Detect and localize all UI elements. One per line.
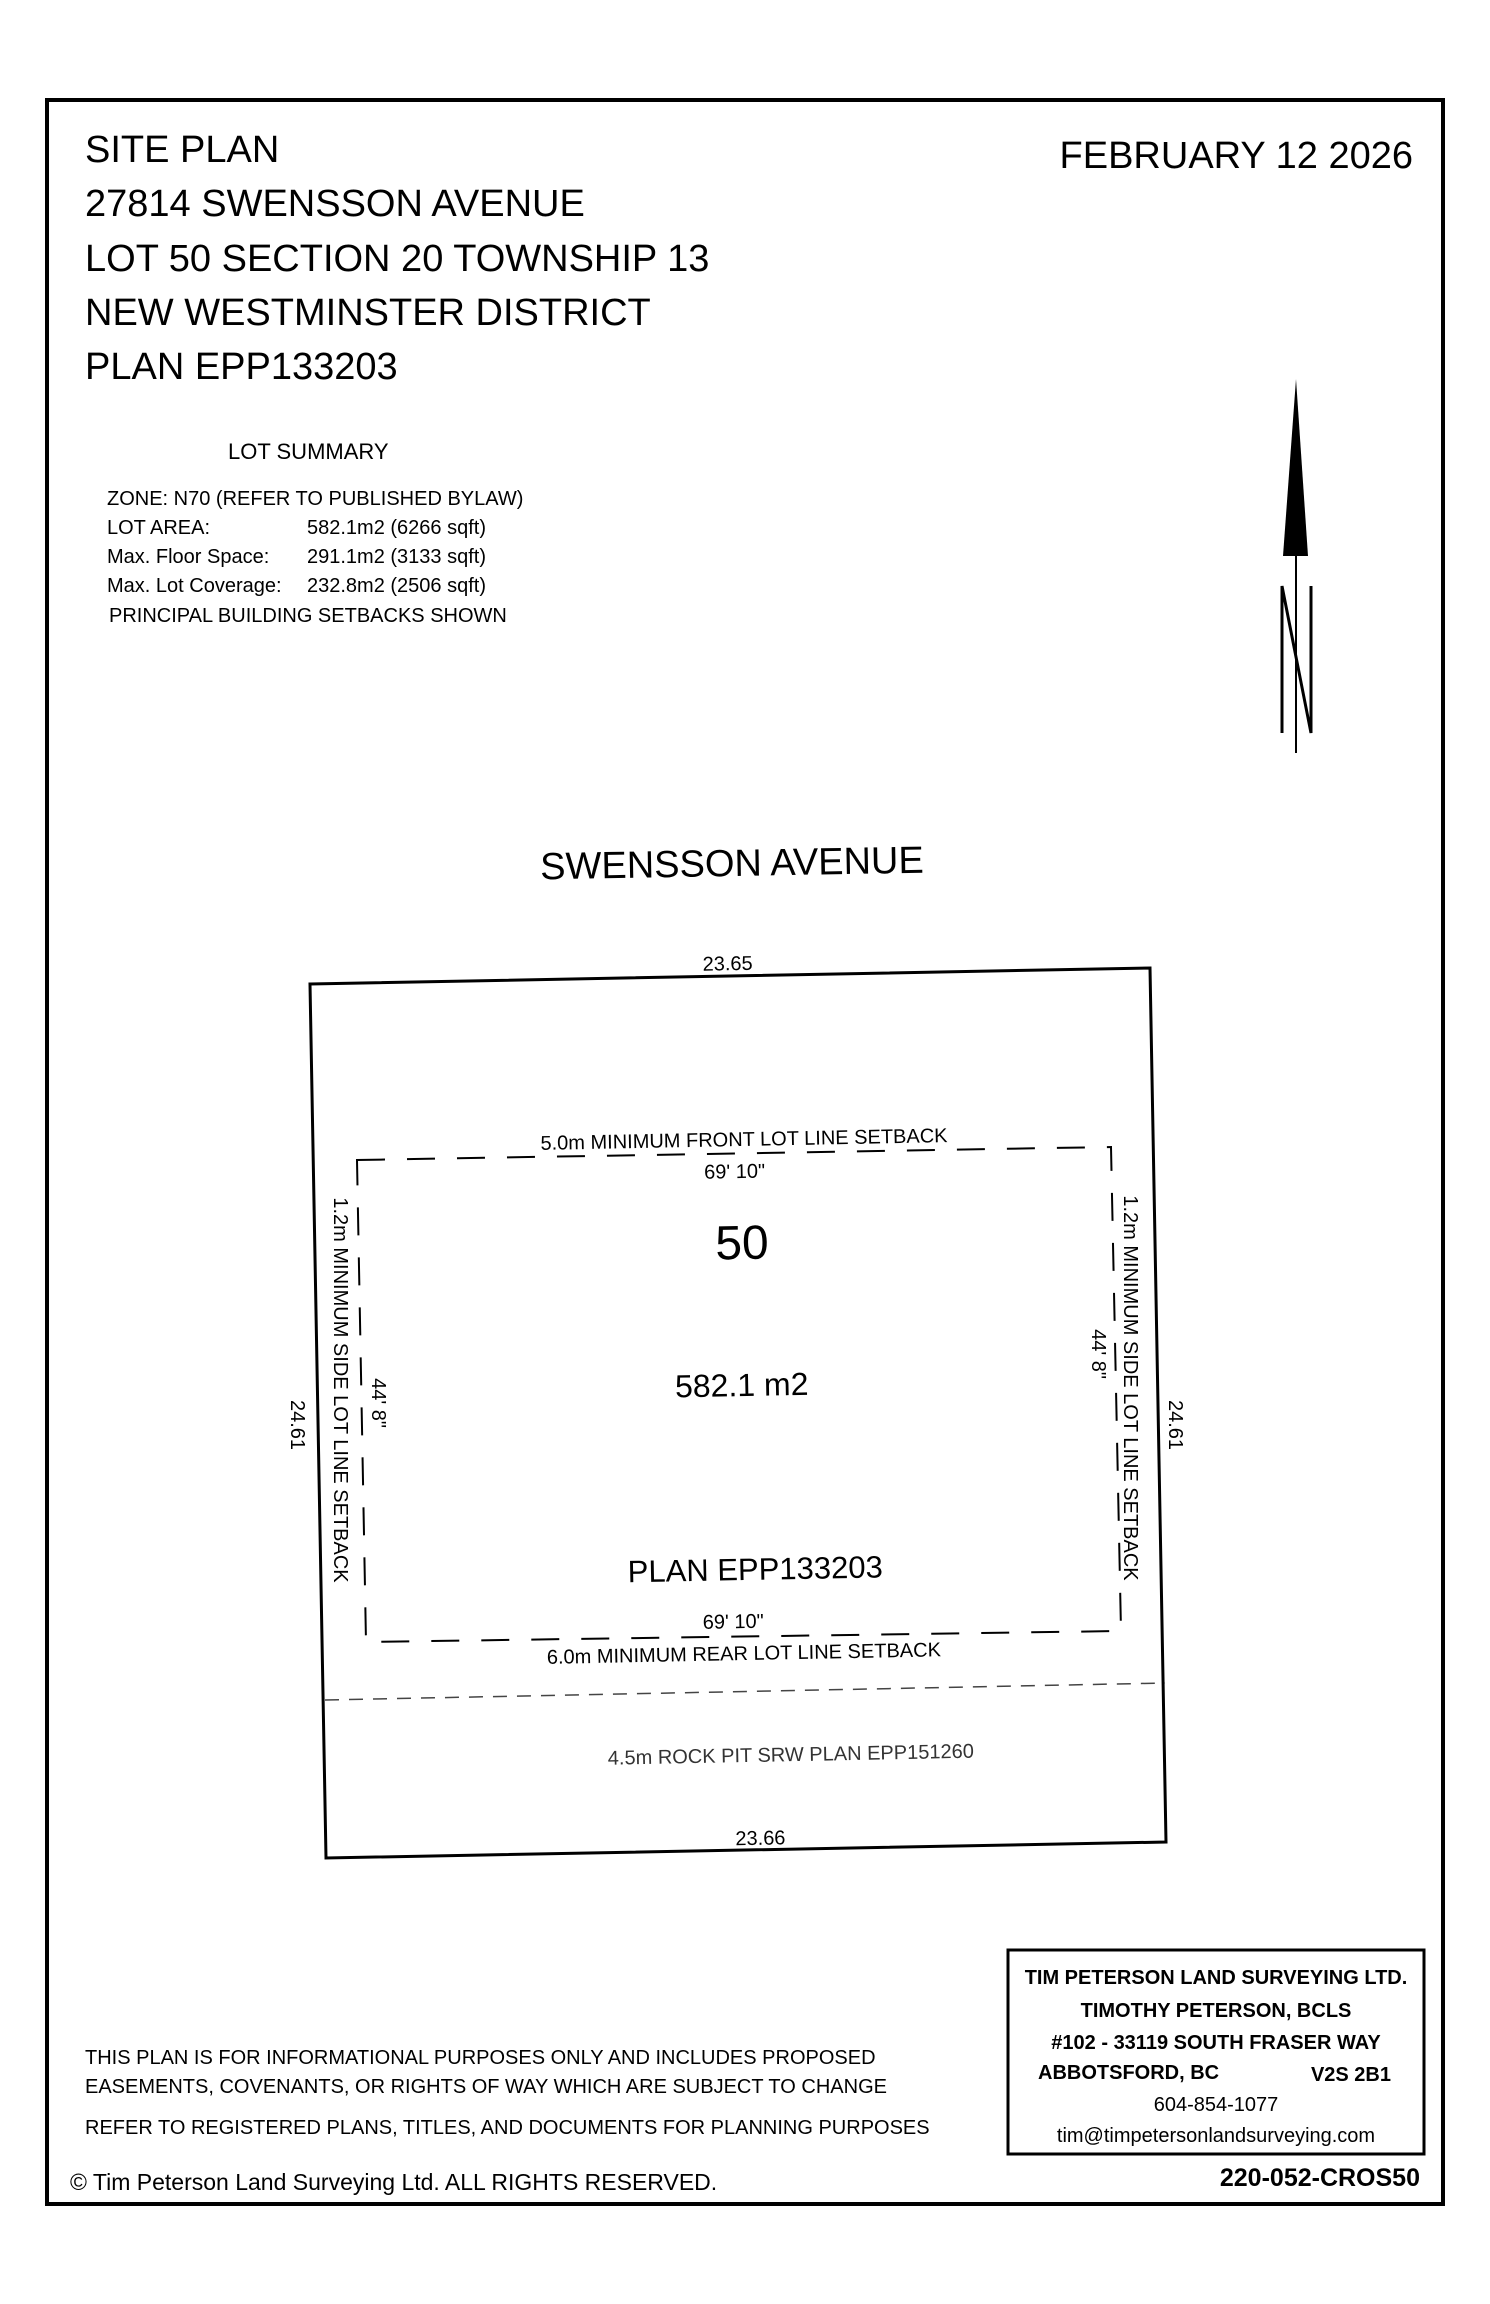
front-setback-label: 5.0m MINIMUM FRONT LOT LINE SETBACK [540, 1125, 948, 1155]
disclaimer-line: REFER TO REGISTERED PLANS, TITLES, AND DOCUMENTS FOR PLANNING PURPOSES [85, 2117, 930, 2139]
summary-label: LOT AREA: [107, 517, 211, 539]
disclaimer-line: THIS PLAN IS FOR INFORMATIONAL PURPOSES ONLY AND INCLUDES PROPOSED [85, 2047, 876, 2069]
lot-summary [107, 439, 523, 627]
title-line: LOT 50 SECTION 20 TOWNSHIP 13 [85, 238, 710, 280]
title-line: SITE PLAN [85, 129, 280, 171]
disclaimer-line: EASEMENTS, COVENANTS, OR RIGHTS OF WAY WHICH ARE SUBJECT TO CHANGE [85, 2076, 887, 2098]
left-setback-depth: 44' 8" [367, 1378, 389, 1428]
summary-label: Max. Lot Coverage: [107, 575, 282, 597]
sheet-border [47, 100, 1443, 2204]
drawing-number: 220-052-CROS50 [1219, 2164, 1420, 2192]
srw-label: 4.5m ROCK PIT SRW PLAN EPP151260 [607, 1740, 975, 1770]
title-line: 27814 SWENSSON AVENUE [85, 183, 585, 225]
lot-number: 50 [714, 1216, 770, 1271]
rear-setback-width: 69' 10" [702, 1610, 764, 1634]
copyright: © Tim Peterson Land Surveying Ltd. ALL RIGHTS RESERVED. [70, 2169, 718, 2195]
right-setback-label: 1.2m MINIMUM SIDE LOT LINE SETBACK [1119, 1195, 1141, 1581]
summary-label: Max. Floor Space: [107, 546, 270, 568]
front-dimension: 23.65 [702, 952, 753, 976]
summary-value: 232.8m2 (2506 sqft) [307, 575, 486, 597]
lot-boundary [310, 968, 1166, 1858]
right-setback-depth: 44' 8" [1087, 1329, 1109, 1379]
title-block [85, 129, 1413, 388]
surveyor-email: tim@timpetersonlandsurveying.com [1056, 2125, 1376, 2147]
zone-text: ZONE: N70 (REFER TO PUBLISHED BYLAW) [107, 488, 524, 510]
disclaimer [70, 2047, 930, 2195]
left-setback-label: 1.2m MINIMUM SIDE LOT LINE SETBACK [329, 1197, 351, 1583]
summary-value: 582.1m2 (6266 sqft) [307, 517, 486, 539]
summary-note: PRINCIPAL BUILDING SETBACKS SHOWN [109, 605, 507, 627]
north-label: N [0, 0, 1, 1]
surveyor-postal: V2S 2B1 [1310, 2064, 1391, 2086]
lot-50 [286, 949, 1186, 1858]
surveyor-city: ABBOTSFORD, BC [1038, 2062, 1220, 2084]
surveyor-company: TIM PETERSON LAND SURVEYING LTD. [1024, 1967, 1408, 1989]
surveyor-name: TIMOTHY PETERSON, BCLS [1080, 2000, 1352, 2022]
srw-boundary [325, 1683, 1165, 1700]
left-dimension: 24.61 [286, 1399, 308, 1451]
lot-summary-heading: LOT SUMMARY [228, 439, 389, 464]
surveyor-stamp [1008, 1950, 1424, 2154]
surveyor-address: #102 - 33119 SOUTH FRASER WAY [1051, 2032, 1381, 2054]
surveyor-phone: 604-854-1077 [1153, 2094, 1279, 2116]
plan-date: FEBRUARY 12 2026 [1059, 135, 1413, 177]
title-line: PLAN EPP133203 [85, 346, 398, 388]
front-setback-width: 69' 10" [703, 1160, 766, 1184]
lot-plan: PLAN EPP133203 [627, 1549, 884, 1590]
road-name: SWENSSON AVENUE [539, 839, 925, 889]
rear-setback-label: 6.0m MINIMUM REAR LOT LINE SETBACK [546, 1639, 942, 1669]
summary-value: 291.1m2 (3133 sqft) [307, 546, 486, 568]
rear-dimension: 23.66 [735, 1827, 786, 1851]
right-dimension: 24.61 [1164, 1399, 1186, 1451]
title-line: NEW WESTMINSTER DISTRICT [85, 292, 651, 334]
lot-area: 582.1 m2 [674, 1365, 809, 1405]
